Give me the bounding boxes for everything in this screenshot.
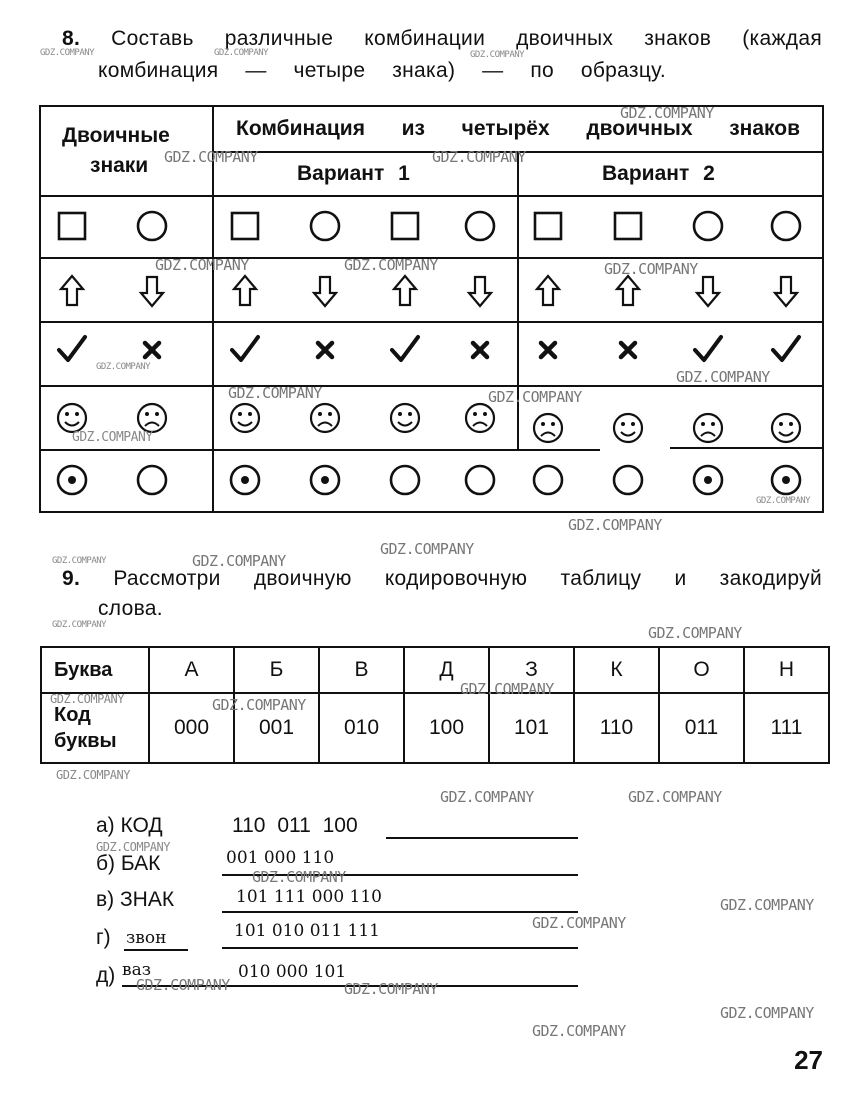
watermark: GDZ.COMPANY	[470, 50, 525, 60]
sample-checkmark-icon	[59, 337, 85, 360]
variant2-sad-icon	[534, 414, 562, 442]
variant2-circle-icon	[614, 466, 642, 494]
watermark: GDZ.COMPANY	[676, 368, 770, 386]
header-binary-signs-line1: Двоичные	[62, 124, 170, 147]
variant1-arrow-down-icon	[469, 277, 491, 306]
watermark: GDZ.COMPANY	[164, 148, 258, 166]
task9-text: Рассмотри двоичную кодировочную таблицу и закодируй	[113, 567, 822, 590]
variant1-smile-icon	[231, 404, 259, 432]
header-binary-signs-line2: знаки	[90, 154, 149, 177]
letter-cell: А	[149, 647, 234, 693]
answer-d-word-line	[124, 949, 188, 951]
answer-c-label: в) ЗНАК	[96, 888, 175, 911]
answer-a-line	[386, 837, 578, 839]
code-cell: 011	[659, 693, 744, 763]
variant2-smile-icon	[614, 414, 642, 442]
task8-number: 8.	[62, 27, 81, 50]
variant1-dotted-circle-icon	[311, 466, 339, 494]
variant2-circle-icon	[694, 212, 722, 240]
variant1-smile-icon	[391, 404, 419, 432]
code-cell: 001	[234, 693, 319, 763]
code-cell: 110	[574, 693, 659, 763]
variant2-cross-icon	[541, 343, 555, 357]
letter-cell: К	[574, 647, 659, 693]
watermark: GDZ.COMPANY	[488, 388, 582, 406]
letter-cell: З	[489, 647, 574, 693]
watermark: GDZ.COMPANY	[50, 692, 124, 706]
header-variant-1: Вариант 1	[297, 162, 410, 185]
letter-cell: Б	[234, 647, 319, 693]
variant1-checkmark-icon	[232, 337, 258, 360]
watermark: GDZ.COMPANY	[568, 516, 662, 534]
variant1-arrow-down-icon	[314, 277, 336, 306]
variant2-dotted-circle-icon	[772, 466, 800, 494]
variant2-arrow-up-icon	[617, 276, 639, 305]
variant1-arrow-up-icon	[394, 276, 416, 305]
sample-square-icon	[59, 213, 85, 239]
code-cell: 010	[319, 693, 404, 763]
answer-e-word: ваз	[122, 960, 151, 980]
watermark: GDZ.COMPANY	[440, 788, 534, 806]
watermark: GDZ.COMPANY	[96, 362, 151, 372]
variant1-arrow-up-icon	[234, 276, 256, 305]
code-cell: 100	[404, 693, 489, 763]
task8-line2: комбинация — четыре знака) — по образцу.	[98, 59, 666, 82]
watermark: GDZ.COMPANY	[756, 496, 811, 506]
watermark: GDZ.COMPANY	[136, 976, 230, 994]
letters-row	[41, 647, 829, 693]
watermark: GDZ.COMPANY	[720, 896, 814, 914]
letter-header: Буква	[41, 647, 149, 693]
variant2-arrow-up-icon	[537, 276, 559, 305]
variant2-arrow-down-icon	[775, 277, 797, 306]
letter-cell: Н	[744, 647, 829, 693]
watermark: GDZ.COMPANY	[380, 540, 474, 558]
watermark: GDZ.COMPANY	[72, 430, 153, 445]
variant1-cross-icon	[318, 343, 332, 357]
watermark: GDZ.COMPANY	[620, 104, 714, 122]
codes-row	[41, 693, 829, 763]
task9-line2: слова.	[98, 597, 163, 620]
watermark: GDZ.COMPANY	[228, 384, 322, 402]
sample-circle-icon	[138, 212, 166, 240]
watermark: GDZ.COMPANY	[96, 840, 170, 854]
code-header-line2: буквы	[54, 730, 117, 752]
watermark: GDZ.COMPANY	[432, 148, 526, 166]
watermark: GDZ.COMPANY	[56, 768, 130, 782]
variant2-smile-icon	[772, 414, 800, 442]
watermark: GDZ.COMPANY	[252, 868, 346, 886]
code-cell: 000	[149, 693, 234, 763]
answer-d-label: г)	[96, 926, 111, 949]
watermark: GDZ.COMPANY	[460, 680, 554, 698]
task8-text: Составь различные комбинации двоичных знаков (каждая	[111, 27, 822, 50]
task9-line1	[62, 564, 822, 594]
variant2-cross-icon	[621, 343, 635, 357]
variant1-checkmark-icon	[392, 337, 418, 360]
variant2-circle-icon	[534, 466, 562, 494]
sample-arrow-up-icon	[61, 276, 83, 305]
variant2-checkmark-icon	[695, 337, 721, 360]
variant1-square-icon	[232, 213, 258, 239]
letter-cell: О	[659, 647, 744, 693]
answer-e-line	[122, 985, 578, 987]
header-combination: Комбинация из четырёх двоичных знаков	[236, 117, 800, 140]
watermark: GDZ.COMPANY	[604, 260, 698, 278]
sample-cross-icon	[145, 343, 159, 357]
variant1-circle-icon	[466, 466, 494, 494]
watermark: GDZ.COMPANY	[40, 48, 95, 58]
watermark: GDZ.COMPANY	[212, 696, 306, 714]
variant2-checkmark-icon	[773, 337, 799, 360]
task9-number: 9.	[62, 567, 81, 590]
variant1-square-icon	[392, 213, 418, 239]
variant2-dotted-circle-icon	[694, 466, 722, 494]
variant2-square-icon	[615, 213, 641, 239]
answer-b-line	[222, 874, 578, 876]
watermark: GDZ.COMPANY	[532, 1022, 626, 1040]
answer-a-value: 110 011 100	[232, 814, 358, 837]
variant1-circle-icon	[311, 212, 339, 240]
code-header-line1: Код	[54, 704, 91, 726]
answer-b-label: б) БАК	[96, 852, 161, 875]
code-table	[40, 646, 830, 764]
watermark: GDZ.COMPANY	[628, 788, 722, 806]
variant2-circle-icon	[772, 212, 800, 240]
header-variant-2: Вариант 2	[602, 162, 715, 185]
watermark: GDZ.COMPANY	[532, 914, 626, 932]
variant2-sad-icon	[694, 414, 722, 442]
variant1-circle-icon	[391, 466, 419, 494]
watermark: GDZ.COMPANY	[192, 552, 286, 570]
answer-d-value: 101 010 011 111	[234, 921, 381, 941]
page-number: 27	[794, 1045, 823, 1075]
variant1-dotted-circle-icon	[231, 466, 259, 494]
variant1-sad-icon	[311, 404, 339, 432]
watermark: GDZ.COMPANY	[648, 624, 742, 642]
answer-a-label: а) КОД	[96, 814, 163, 837]
letter-cell: В	[319, 647, 404, 693]
answer-d-line	[222, 947, 578, 949]
variant1-cross-icon	[473, 343, 487, 357]
variant1-circle-icon	[466, 212, 494, 240]
sample-sad-icon	[138, 404, 166, 432]
answer-b-value: 001 000 110	[226, 848, 335, 868]
watermark: GDZ.COMPANY	[344, 980, 438, 998]
watermark: GDZ.COMPANY	[214, 48, 269, 58]
sample-circle-icon	[138, 466, 166, 494]
watermark: GDZ.COMPANY	[344, 256, 438, 274]
watermark: GDZ.COMPANY	[52, 620, 107, 630]
watermark: GDZ.COMPANY	[155, 256, 249, 274]
sample-arrow-down-icon	[141, 277, 163, 306]
watermark: GDZ.COMPANY	[52, 556, 107, 566]
variant1-sad-icon	[466, 404, 494, 432]
letter-cell: Д	[404, 647, 489, 693]
code-header	[41, 693, 149, 763]
variant2-square-icon	[535, 213, 561, 239]
code-cell: 101	[489, 693, 574, 763]
sample-dotted-circle-icon	[58, 466, 86, 494]
answer-e-value: 010 000 101	[238, 962, 347, 982]
watermark: GDZ.COMPANY	[720, 1004, 814, 1022]
variant2-arrow-down-icon	[697, 277, 719, 306]
code-cell: 111	[744, 693, 829, 763]
answer-e-label: д)	[96, 964, 116, 987]
answer-c-line	[222, 911, 578, 913]
answer-c-value: 101 111 000 110	[236, 887, 383, 907]
answer-d-word: звон	[126, 928, 167, 948]
sample-smile-icon	[58, 404, 86, 432]
